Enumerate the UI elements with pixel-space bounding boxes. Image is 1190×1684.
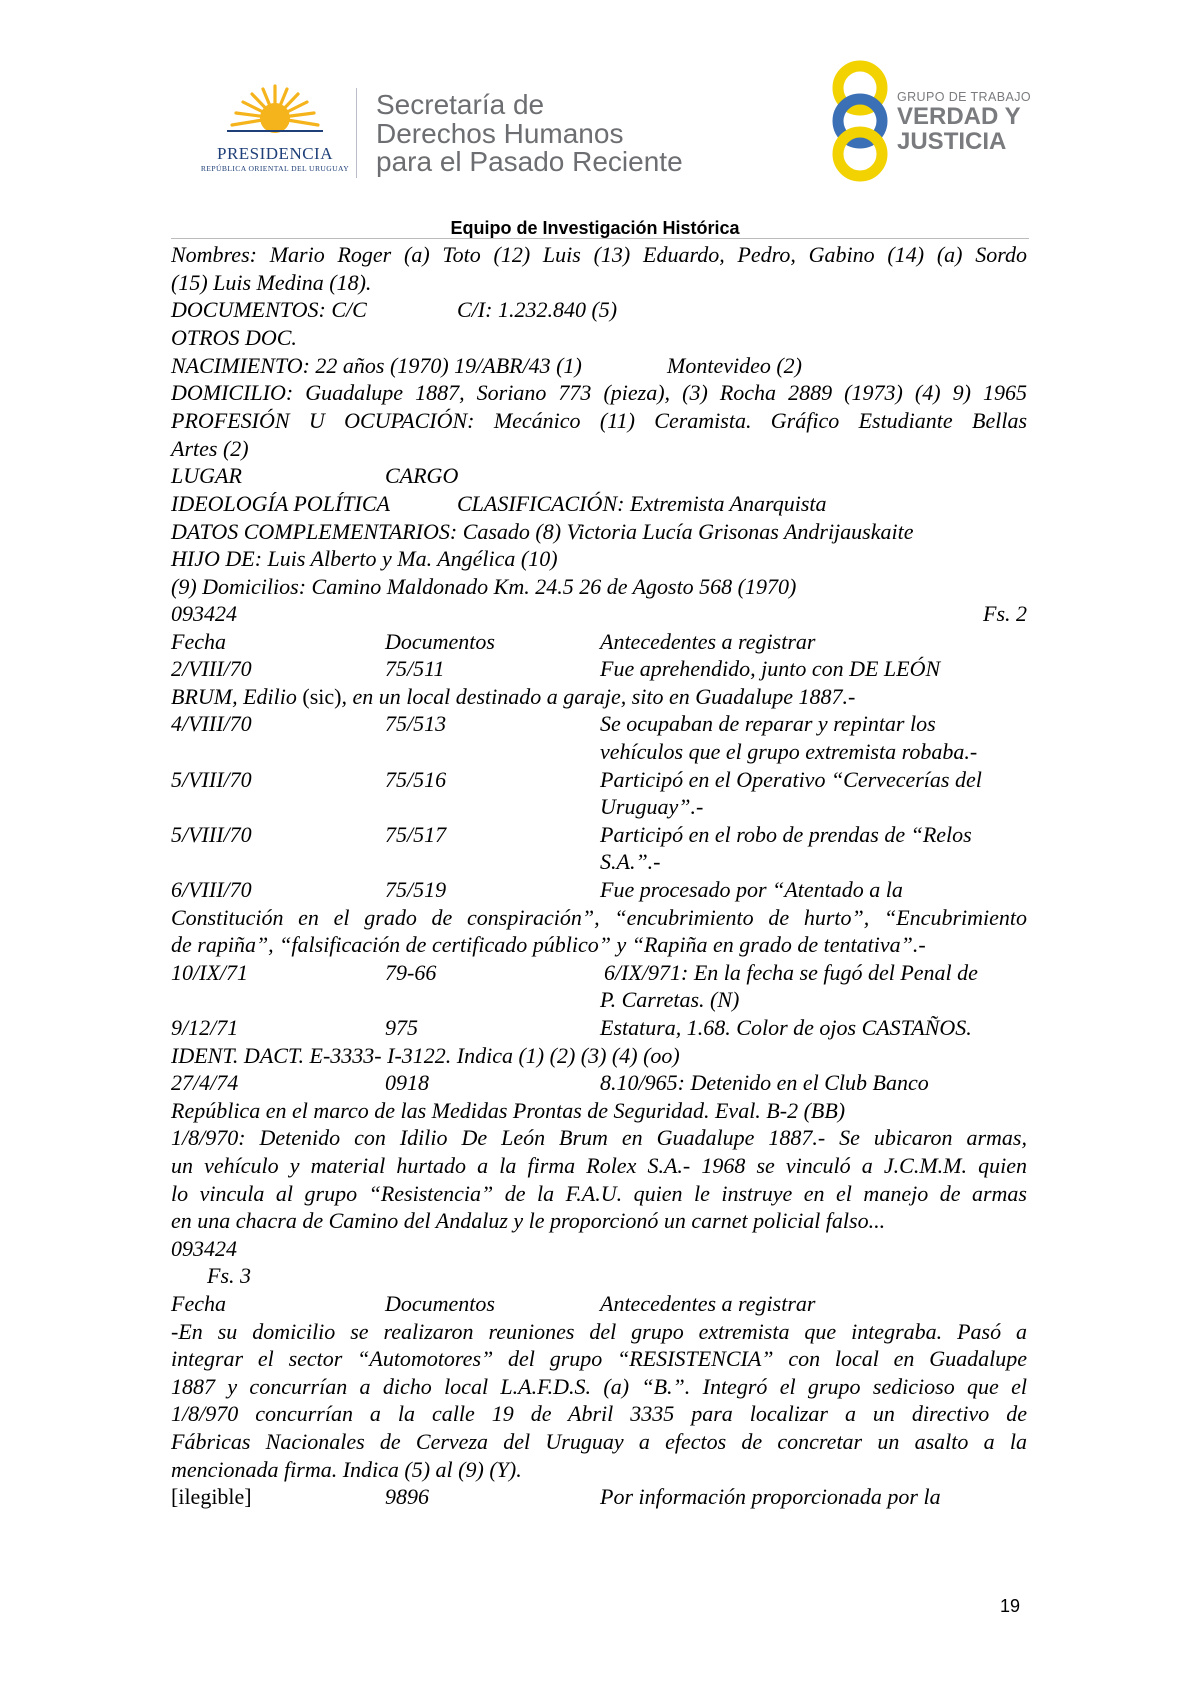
page-number: 19 — [1000, 1596, 1021, 1616]
grupo-line-2: VERDAD Y — [897, 103, 1021, 130]
row-text: Por información proporcionada por la — [600, 1484, 941, 1509]
text-line: Fábricas Nacionales de Cerveza del Uruguay a efectos de concretar un asalto a la — [171, 1429, 1027, 1454]
text-line — [171, 490, 1027, 518]
row-text: Se ocupaban de reparar y repintar los — [600, 711, 936, 736]
row-date: [ilegible] — [171, 1484, 252, 1509]
text-line — [171, 848, 1027, 876]
row-date: 10/IX/71 — [171, 960, 248, 985]
text-line: (15) Luis Medina (18). — [171, 270, 372, 295]
text-line: Constitución en el grado de conspiración”, “encubrimiento de hurto”, “Encubrimiento — [171, 905, 1027, 930]
documentos-label: DOCUMENTOS: C/C — [171, 297, 367, 322]
text-line: en una chacra de Camino del Andaluz y le proporcionó un carnet policial falso... — [171, 1208, 886, 1233]
text-line: (9) Domicilios: Camino Maldonado Km. 24.5 26 de Agosto 568 (1970) — [171, 574, 797, 599]
ci-value: C/I: 1.232.840 (5) — [457, 297, 618, 322]
row-doc: 75/517 — [385, 822, 447, 847]
secretaria-line-2: Derechos Humanos — [376, 118, 624, 149]
grupo-line-1: GRUPO DE TRABAJO — [897, 90, 1031, 104]
row-date: 5/VIII/70 — [171, 767, 252, 792]
row-text: Fue procesado por “Atentado a la — [600, 877, 903, 902]
table-row — [171, 1069, 1027, 1097]
row-text: vehículos que el grupo extremista robaba.- — [600, 739, 978, 764]
text-line — [171, 738, 1027, 766]
file-number: 093424 — [171, 601, 237, 626]
row-date: 5/VIII/70 — [171, 822, 252, 847]
lugar-label: LUGAR — [171, 463, 242, 488]
folio-number: Fs. 2 — [983, 601, 1027, 626]
row-text: Estatura, 1.68. Color de ojos CASTAÑOS. — [600, 1015, 972, 1040]
col-documentos: Documentos — [385, 629, 495, 654]
row-text: 8.10/965: Detenido en el Club Banco — [600, 1070, 929, 1095]
text-span: , en un local destinado a garaje, sito en Guadalupe 1887.- — [341, 684, 856, 709]
text-line: DOMICILIO: Guadalupe 1887, Soriano 773 (pieza), (3) Rocha 2889 (1973) (4) 9) 1965 — [171, 380, 1027, 405]
row-text: 6/IX/971: En la fecha se fugó del Penal de — [604, 960, 978, 985]
row-doc: 75/516 — [385, 767, 447, 792]
sun-emblem-icon — [195, 78, 355, 148]
text-line: 1/8/970 concurrían a la calle 19 de Abril 3335 para localizar a un directivo de — [171, 1401, 1027, 1426]
table-row — [171, 766, 1027, 794]
grupo-line-3: JUSTICIA — [897, 128, 1007, 155]
presidencia-title: PRESIDENCIA — [216, 144, 333, 163]
text-line: IDENT. DACT. E-3333- I-3122. Indica (1) (2) (3) (4) (oo) — [171, 1043, 680, 1068]
secretaria-logo — [376, 90, 683, 176]
col-antecedentes: Antecedentes a registrar — [600, 1291, 816, 1316]
nacimiento: NACIMIENTO: 22 años (1970) 19/ABR/43 (1) — [171, 353, 582, 378]
presidencia-logo — [195, 78, 355, 178]
text-line: Nombres: Mario Roger (a) Toto (12) Luis (13) Eduardo, Pedro, Gabino (14) (a) Sordo — [171, 242, 1027, 267]
secretaria-line-3: para el Pasado Reciente — [376, 146, 683, 177]
table-row — [171, 710, 1027, 738]
text-line: OTROS DOC. — [171, 325, 297, 350]
file-number: 093424 — [171, 1236, 237, 1261]
table-row — [171, 821, 1027, 849]
table-row — [171, 959, 1027, 987]
text-line: DATOS COMPLEMENTARIOS: Casado (8) Victoria Lucía Grisonas Andrijauskaite — [171, 519, 914, 544]
logo-divider — [356, 88, 357, 178]
row-doc: 975 — [385, 1015, 418, 1040]
sic-note: (sic) — [302, 684, 342, 709]
text-line: HIJO DE: Luis Alberto y Ma. Angélica (10) — [171, 546, 558, 571]
row-date: 9/12/71 — [171, 1015, 239, 1040]
text-line: 1/8/970: Detenido con Idilio De León Brum en Guadalupe 1887.- Se ubicaron armas, — [171, 1125, 1027, 1150]
text-line — [171, 352, 1027, 380]
cargo-label: CARGO — [385, 463, 459, 488]
birthplace: Montevideo (2) — [667, 353, 802, 378]
row-date: 4/VIII/70 — [171, 711, 252, 736]
col-documentos: Documentos — [385, 1291, 495, 1316]
text-line — [171, 986, 1027, 1014]
text-line — [171, 793, 1027, 821]
table-row — [171, 1014, 1027, 1042]
presidencia-subtitle: REPÚBLICA ORIENTAL DEL URUGUAY — [200, 164, 350, 173]
row-date: 27/4/74 — [171, 1070, 239, 1095]
row-doc: 9896 — [385, 1484, 429, 1509]
table-row — [171, 655, 1027, 683]
table-header — [171, 628, 1027, 656]
text-line — [171, 600, 1027, 628]
text-line — [171, 296, 1027, 324]
row-text: Participó en el robo de prendas de “Relos — [600, 822, 972, 847]
text-line: de rapiña”, “falsificación de certificado público” y “Rapiña en grado de tentativa”.- — [171, 932, 926, 957]
row-text: Fue aprehendido, junto con DE LEÓN — [600, 656, 941, 681]
text-line: República en el marco de las Medidas Prontas de Seguridad. Eval. B-2 (BB) — [171, 1098, 846, 1123]
col-antecedentes: Antecedentes a registrar — [600, 629, 816, 654]
text-line — [171, 683, 1027, 711]
linked-rings-icon — [823, 56, 897, 186]
running-title: Equipo de Investigación Histórica — [450, 218, 740, 238]
table-row — [171, 1483, 1027, 1511]
text-line: -En su domicilio se realizaron reuniones del grupo extremista que integraba. Pasó a — [171, 1319, 1027, 1344]
text-line: Artes (2) — [171, 436, 249, 461]
row-date: 2/VIII/70 — [171, 656, 252, 681]
text-line — [171, 462, 1027, 490]
table-row — [171, 876, 1027, 904]
clasificacion: CLASIFICACIÓN: Extremista Anarquista — [457, 491, 827, 516]
text-line: lo vincula al grupo “Resistencia” de la F.A.U. quien le instruye en el manejo de armas — [171, 1181, 1027, 1206]
row-text: Participó en el Operativo “Cervecerías del — [600, 767, 982, 792]
text-line: integrar el sector “Automotores” del grupo “RESISTENCIA” con local en Guadalupe — [171, 1346, 1027, 1371]
row-doc: 75/519 — [385, 877, 447, 902]
text-line: PROFESIÓN U OCUPACIÓN: Mecánico (11) Ceramista. Gráfico Estudiante Bellas — [171, 408, 1027, 433]
row-text: Uruguay”.- — [600, 794, 704, 819]
col-fecha: Fecha — [171, 1291, 226, 1316]
row-doc: 79-66 — [385, 960, 437, 985]
text-line: 1887 y concurrían a dicho local L.A.F.D.S. (a) “B.”. Integró el grupo sedicioso que el — [171, 1374, 1027, 1399]
verdad-justicia-logo — [823, 56, 1043, 186]
row-doc: 0918 — [385, 1070, 429, 1095]
row-doc: 75/513 — [385, 711, 447, 736]
secretaria-line-1: Secretaría de — [376, 89, 545, 120]
table-header — [171, 1290, 1027, 1318]
text-span: BRUM, Edilio — [171, 684, 303, 709]
col-fecha: Fecha — [171, 629, 226, 654]
row-text: S.A.”.- — [600, 849, 661, 874]
text-line: un vehículo y material hurtado a la firma Rolex S.A.- 1968 se vinculó a J.C.M.M. quien — [171, 1153, 1027, 1178]
header-rule — [171, 238, 1029, 239]
ideologia-label: IDEOLOGÍA POLÍTICA — [171, 491, 390, 516]
row-text: P. Carretas. (N) — [600, 987, 740, 1012]
text-line: mencionada firma. Indica (5) al (9) (Y). — [171, 1457, 522, 1482]
row-doc: 75/511 — [385, 656, 445, 681]
folio-number: Fs. 3 — [207, 1263, 251, 1288]
row-date: 6/VIII/70 — [171, 877, 252, 902]
